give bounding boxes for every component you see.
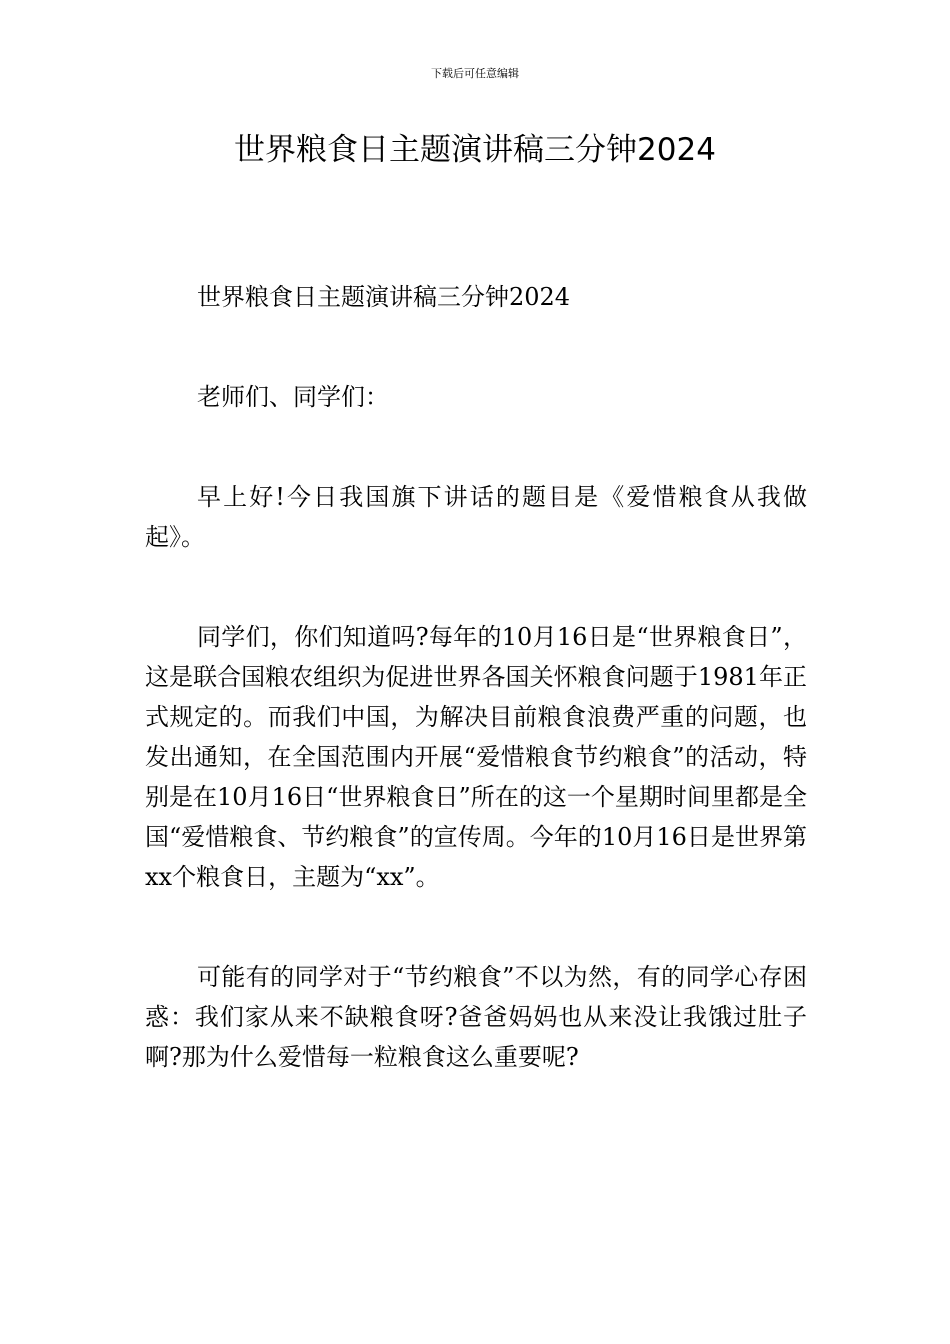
paragraph-greeting: 老师们、同学们： [197,383,389,411]
paragraph-question: 可能有的同学对于“节约粮食”不以为然，有的同学心存困惑：我们家从来不缺粮食呀?爸爸妈妈也从来没让我饿过肚子啊?那为什么爱惜每一粒粮食这么重要呢? [145,963,807,1071]
paragraph-subtitle: 世界粮食日主题演讲稿三分钟2024 [197,283,571,311]
paragraph-food-day-intro: 同学们，你们知道吗?每年的10月16日是“世界粮食日”，这是联合国粮农组织为促进世界各国关怀粮食问题于1981年正式规定的。而我们中国，为解决目前粮食浪费严重的问题，也发出通知，在全国范围内开展“爱惜粮食节约粮食”的活动，特别是在10月16日“世界粮食日”所在的这一个星期时间里都是全国“爱惜粮食、节约粮食”的宣传周。今年的10月16日是世界第xx个粮食日，主题为“xx”。 [145,623,807,891]
download-note: 下载后可任意编辑 [431,67,519,80]
document-body [145,277,807,1137]
paragraph-opening: 早上好!今日我国旗下讲话的题目是《爱惜粮食从我做起》。 [145,483,807,551]
document-title: 世界粮食日主题演讲稿三分钟2024 [234,132,716,168]
